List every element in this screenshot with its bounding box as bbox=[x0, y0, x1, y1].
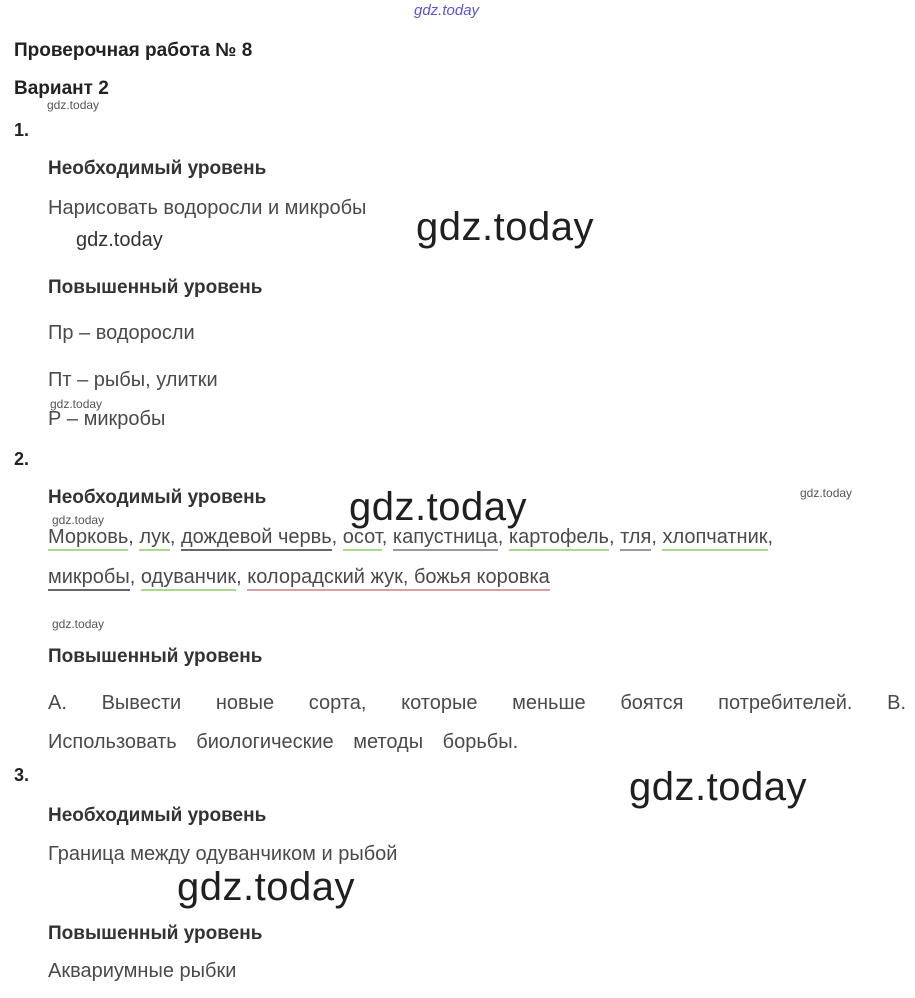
organism-word: тля bbox=[620, 526, 651, 551]
watermark: gdz.today bbox=[47, 98, 100, 112]
watermark: gdz.today bbox=[52, 617, 105, 631]
answer-line: Пт – рыбы, улитки bbox=[48, 369, 218, 391]
answer-text: Аквариумные рыбки bbox=[48, 960, 237, 982]
organism-word: микробы bbox=[48, 566, 130, 591]
organism-word: осот bbox=[343, 526, 382, 551]
advanced-level-heading: Повышенный уровень bbox=[48, 277, 263, 298]
organism-word: лук bbox=[139, 526, 169, 551]
separator: , bbox=[129, 566, 141, 588]
answer-paragraph: А. Вывести новые сорта, которые меньше боятся потребителей. В. Использовать биологические методы борьбы. bbox=[48, 692, 906, 753]
watermark: gdz.today bbox=[414, 2, 480, 19]
basic-level-heading: Необходимый уровень bbox=[48, 487, 267, 508]
variant-label: Вариант 2 bbox=[14, 78, 109, 99]
separator: , bbox=[381, 526, 393, 548]
answer-text: Граница между одуванчиком и рыбой bbox=[48, 843, 398, 865]
watermark: gdz.today bbox=[177, 865, 355, 909]
task-number: 3. bbox=[14, 765, 30, 785]
separator: , bbox=[608, 526, 621, 548]
watermark: gdz.today bbox=[50, 397, 103, 411]
organism-word: Морковь bbox=[48, 526, 128, 551]
organisms-list-line2 bbox=[48, 566, 550, 589]
answer-line: Пр – водоросли bbox=[48, 322, 195, 344]
separator: , bbox=[651, 526, 663, 548]
basic-level-heading: Необходимый уровень bbox=[48, 805, 267, 826]
watermark: gdz.today bbox=[349, 485, 527, 529]
separator: , bbox=[331, 526, 343, 548]
watermark: gdz.today bbox=[416, 205, 594, 249]
separator: , bbox=[497, 526, 509, 548]
watermark: gdz.today bbox=[52, 513, 105, 527]
separator: , bbox=[128, 526, 140, 548]
task-number: 2. bbox=[14, 449, 30, 469]
organism-word: колорадский жук, божья коровка bbox=[247, 566, 550, 591]
organism-word: хлопчатник bbox=[662, 526, 767, 551]
organisms-list-line1 bbox=[48, 526, 773, 549]
separator: , bbox=[767, 526, 774, 548]
advanced-level-heading: Повышенный уровень bbox=[48, 646, 263, 667]
organism-word: капустница bbox=[393, 526, 498, 551]
answer-line: Р – микробы bbox=[48, 408, 166, 430]
page-title: Проверочная работа № 8 bbox=[14, 40, 253, 61]
separator: , bbox=[236, 566, 248, 588]
advanced-level-heading: Повышенный уровень bbox=[48, 923, 263, 944]
organism-word: одуванчик bbox=[141, 566, 236, 591]
watermark: gdz.today bbox=[629, 765, 807, 809]
organism-word: картофель bbox=[509, 526, 609, 551]
separator: , bbox=[169, 526, 181, 548]
watermark: gdz.today bbox=[800, 486, 853, 500]
organism-word: дождевой червь bbox=[181, 526, 332, 551]
answer-text: Нарисовать водоросли и микробы bbox=[48, 197, 367, 219]
basic-level-heading: Необходимый уровень bbox=[48, 158, 267, 179]
task-number: 1. bbox=[14, 120, 30, 140]
watermark: gdz.today bbox=[76, 229, 163, 251]
